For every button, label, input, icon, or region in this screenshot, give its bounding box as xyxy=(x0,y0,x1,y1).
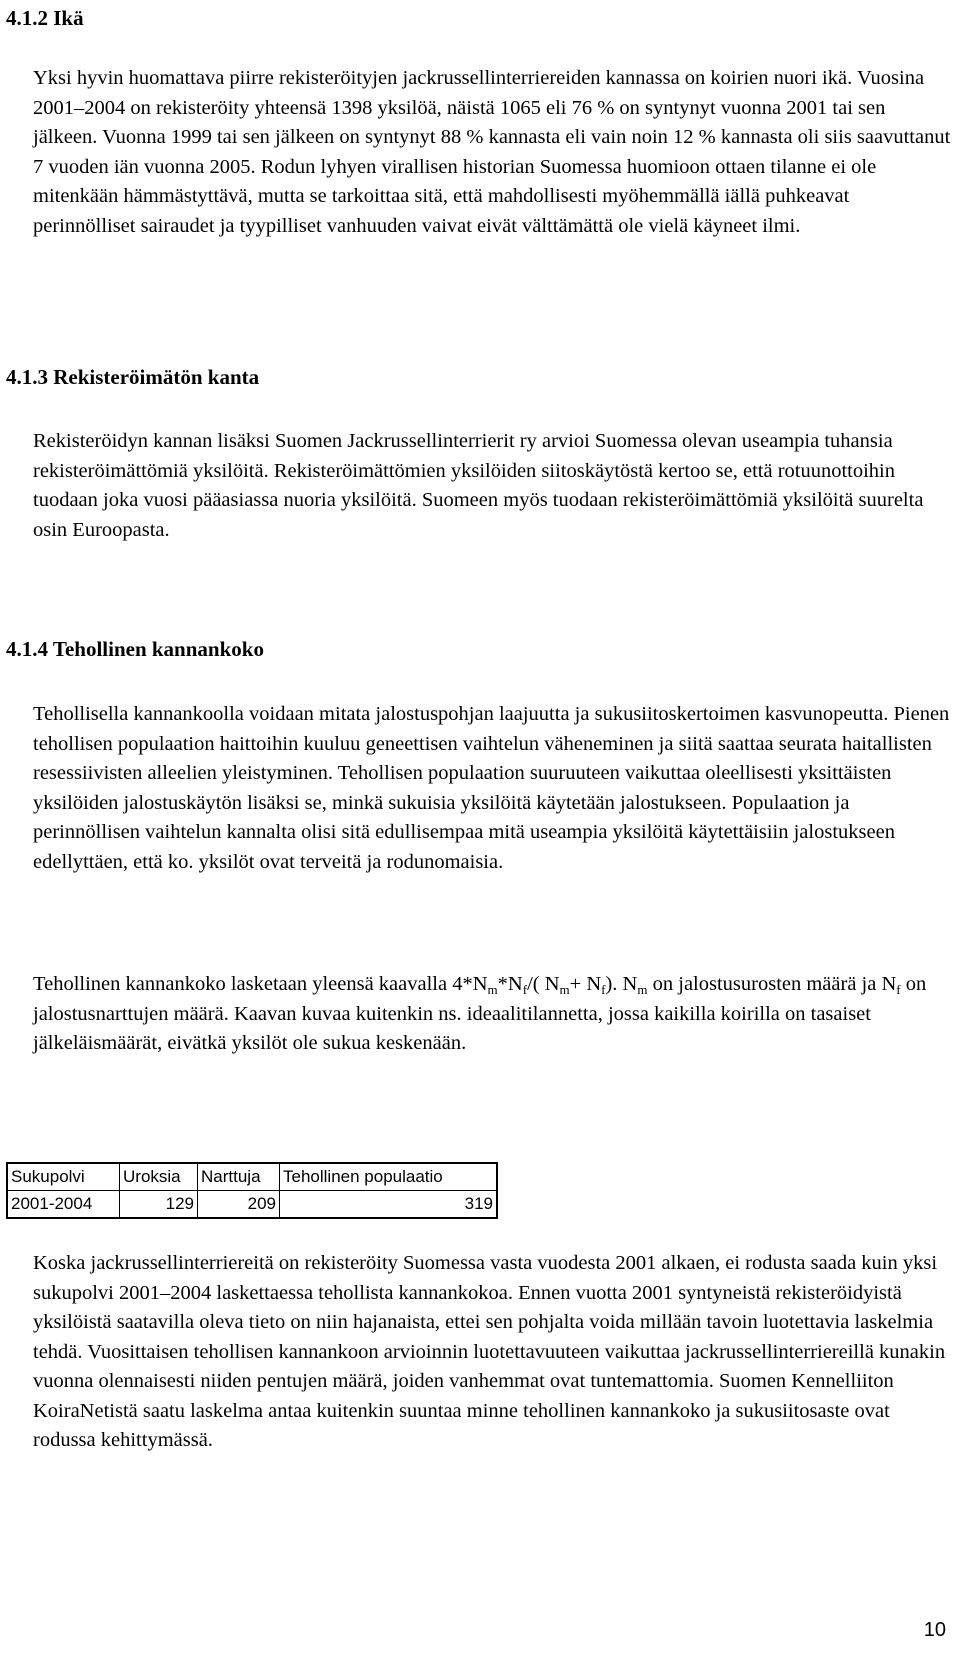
section-title-tehollinen-kannankoko: 4.1.4 Tehollinen kannankoko xyxy=(6,637,264,661)
paragraph-formula xyxy=(33,970,953,1059)
formula-text-3: /( N xyxy=(527,973,560,995)
formula-text-2: *N xyxy=(497,973,523,995)
formula-sub-f-3: f xyxy=(896,982,901,997)
formula-text-6: on jalostusurosten määrä ja N xyxy=(647,973,897,995)
paragraph-ika: Yksi hyvin huomattava piirre rekisteröityjen jackrussellinterriereiden kannassa on koirien nuori ikä. Vuosina 2001–2004 on rekisteröity yhteensä 1398 yksilöä, näistä 1065 eli 76 % on syntynyt vuonna 2001 tai sen jälkeen. Vuonna 1999 tai sen jälkeen on syntynyt 88 % kannasta eli vain noin 12 % kannasta oli siis saavuttanut 7 vuoden iän vuonna 2005. Rodun lyhyen virallisen historian Suomessa huomioon ottaen tilanne ei ole mitenkään hämmästyttävä, mutta se tarkoittaa sitä, että mahdollisesti myöhemmällä iällä puhkeavat perinnölliset sairaudet ja tyypilliset vanhuuden vaivat eivät välttämättä ole vielä käyneet ilmi. xyxy=(33,67,951,237)
table-cell-uroksia: 129 xyxy=(120,1191,198,1219)
formula-sub-m-3: m xyxy=(637,982,648,997)
table-cell-sukupolvi: 2001-2004 xyxy=(7,1191,120,1219)
section-title-rekisteroimaton-kanta: 4.1.3 Rekisteröimätön kanta xyxy=(6,365,260,389)
table-header-uroksia: Uroksia xyxy=(120,1163,198,1191)
formula-sub-m-2: m xyxy=(559,982,570,997)
paragraph-tehollinen-kannankoko-3: Koska jackrussellinterriereitä on rekisteröity Suomessa vasta vuodesta 2001 alkaen, ei rodusta saada kuin yksi sukupolvi 2001–2004 laskettaessa tehollista kannankokoa. Ennen vuotta 2001 syntyneistä rekisteröidyistä yksilöistä saatavilla oleva tieto on niin hajanaista, ettei sen pohjalta voida millään tavoin luotettavia laskelmia tehdä. Vuosittaisen tehollisen kannankoon arvioinnin luotettavuuteen vaikuttaa jackrussellinterriereillä kunakin vuonna olennaisesti niiden pentujen määrä, joiden vanhemmat ovat tuntemattomia. Suomen Kennelliiton KoiraNetistä saatu laskelma antaa kuitenkin suuntaa minne tehollinen kannankoko ja sukusiitosaste ovat rodussa kehittymässä. xyxy=(33,1252,946,1451)
paragraph-rekisteroimaton-kanta: Rekisteröidyn kannan lisäksi Suomen Jackrussellinterrierit ry arvioi Suomessa olevan useampia tuhansia rekisteröimättömiä yksilöitä. Rekisteröimättömien yksilöiden siitoskäytöstä kertoo se, että rotuunottoihin tuodaan joka vuosi pääasiassa nuoria yksilöitä. Suomeen myös tuodaan rekisteröimättömiä yksilöitä suurelta osin Euroopasta. xyxy=(33,430,924,541)
section-title-ika: 4.1.2 Ikä xyxy=(6,6,84,30)
table-header-tehollinen-populaatio: Tehollinen populaatio xyxy=(280,1163,498,1191)
table-header-narttuja: Narttuja xyxy=(198,1163,280,1191)
paragraph-tehollinen-kannankoko-1: Tehollisella kannankoolla voidaan mitata jalostuspohjan laajuutta ja sukusiitoskertoimen kasvunopeutta. Pienen tehollisen populaation haittoihin kuuluu geneettisen vaihtelun väheneminen ja siitä saattaa seurata haitallisten resessiivisten alleelien yleistyminen. Tehollisen populaation suuruuteen vaikuttaa oleellisesti yksittäisten yksilöiden jalostuskäytön lisäksi se, minkä sukuisia yksilöitä käytetään jalostukseen. Populaation ja perinnöllisen vaihtelun kannalta olisi sitä edullisempaa mitä useampia yksilöitä käytettäisiin jalostukseen edellyttäen, että ko. yksilöt ovat terveitä ja rodunomaisia. xyxy=(33,703,950,873)
formula-text-1: Tehollinen kannankoko lasketaan yleensä kaavalla 4*N xyxy=(33,973,488,995)
page-number: 10 xyxy=(923,1619,946,1641)
table-row xyxy=(7,1191,497,1219)
formula-sub-f-1: f xyxy=(522,982,528,997)
formula-text-4: + N xyxy=(569,973,602,995)
formula-text-5: ). N xyxy=(605,973,638,995)
table-cell-narttuja: 209 xyxy=(198,1191,280,1219)
formula-sub-f-2: f xyxy=(601,982,606,997)
formula-text-7: on jalostusnarttujen määrä. Kaavan kuvaa kuitenkin ns. ideaalitilannetta, jossa kaikilla koirilla on tasaiset jälkeläismäärät, eivätkä yksilöt ole sukua keskenään. xyxy=(33,973,927,1054)
table-header-sukupolvi: Sukupolvi xyxy=(7,1163,120,1191)
formula-sub-m-1: m xyxy=(487,982,498,997)
table-cell-tehollinen-populaatio: 319 xyxy=(280,1191,498,1219)
effective-population-table xyxy=(6,1162,498,1219)
table-header-row xyxy=(7,1163,497,1191)
